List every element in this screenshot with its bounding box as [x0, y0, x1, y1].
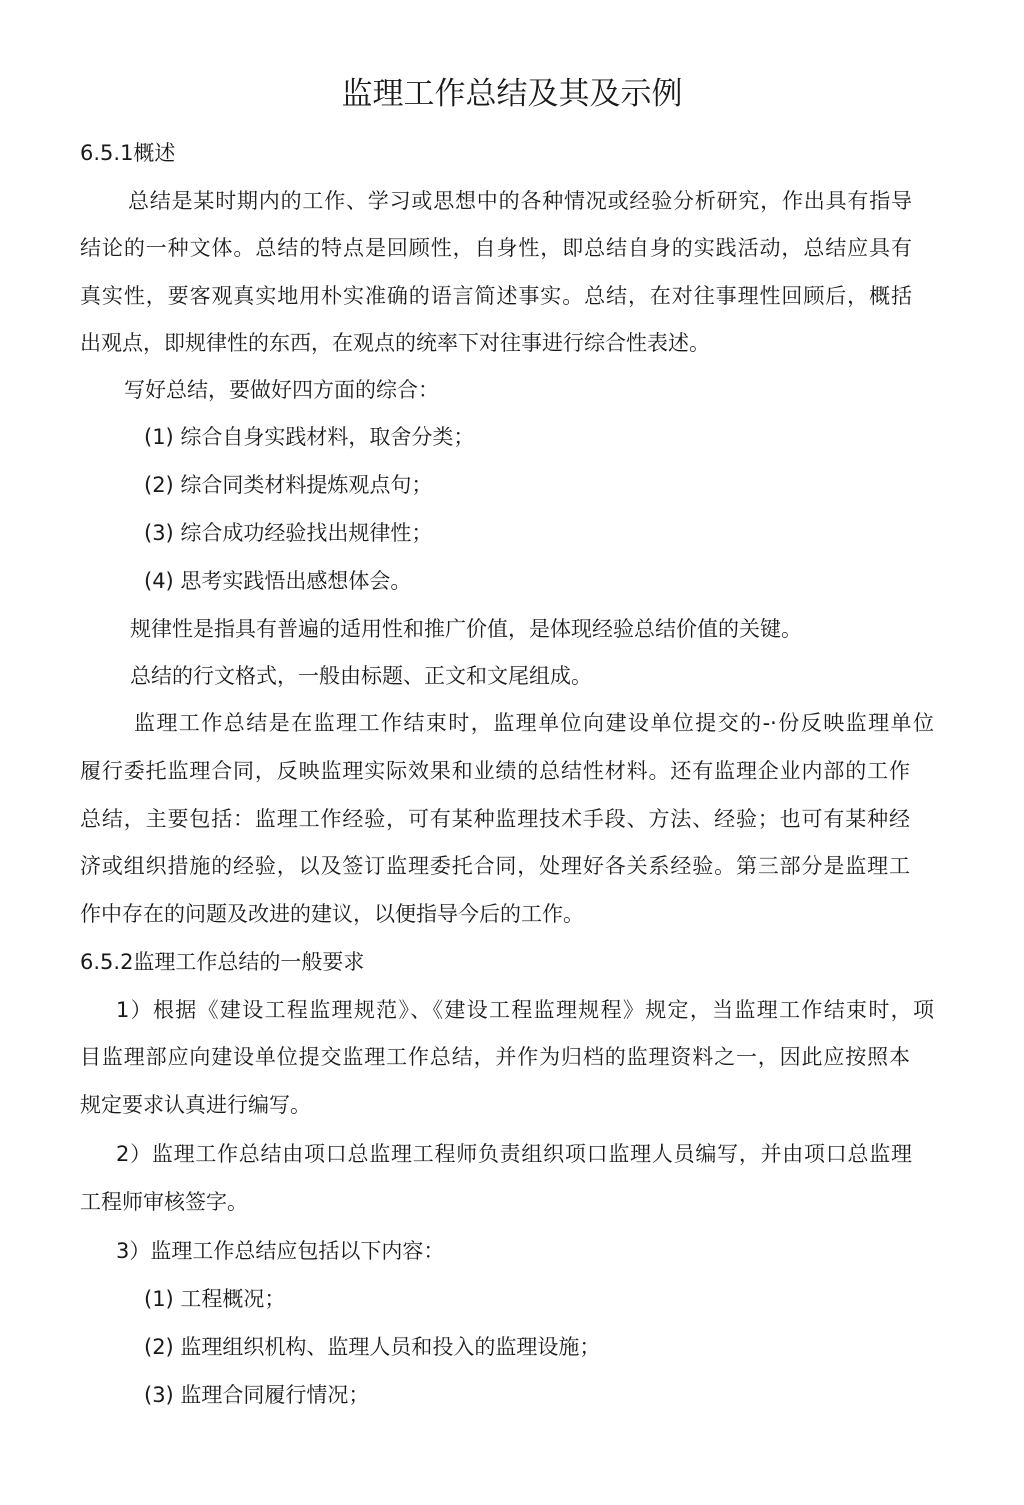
paragraph-line: 工程师审核签字。 [80, 1190, 248, 1214]
list-item: (3) 监理合同履行情况； [144, 1383, 370, 1407]
paragraph-line: 结论的一种文体。总结的特点是回顾性，自身性，即总结自身的实践活动，总结应具有 [80, 236, 912, 260]
section-heading-6-5-2: 6.5.2监理工作总结的一般要求 [80, 950, 365, 974]
paragraph-line: 真实性，要客观真实地用朴实准确的语言简述事实。总结，在对往事理性回顾后，概括 [80, 284, 912, 308]
section-heading-6-5-1: 6.5.1概述 [80, 141, 176, 165]
paragraph-intro: 写好总结，要做好四方面的综合： [124, 378, 439, 402]
list-item: (3) 综合成功经验找出规律性； [144, 521, 433, 545]
paragraph-line: 济或组织措施的经验，以及签订监理委托合同，处理好各关系经验。第三部分是监理工 [80, 854, 910, 878]
list-item: (1) 综合自身实践材料，取舍分类； [144, 425, 475, 449]
paragraph-line: 总结的行文格式，一般由标题、正文和文尾组成。 [130, 664, 592, 688]
paragraph-line: 2）监理工作总结由项口总监理工程师负责组织项口监理人员编写，并由项口总监理 [116, 1142, 912, 1166]
paragraph-line: 规定要求认真进行编写。 [80, 1093, 311, 1117]
list-item: (2) 综合同类材料提炼观点句； [144, 473, 433, 497]
paragraph-line: 履行委托监理合同，反映监理实际效果和业绩的总结性材料。还有监理企业内部的工作 [80, 759, 910, 783]
list-item: (2) 监理组织机构、监理人员和投入的监理设施； [144, 1335, 601, 1359]
list-item: (1) 工程概况； [144, 1287, 286, 1311]
paragraph-line: 总结是某时期内的工作、学习或思想中的各种情况或经验分析研究，作出具有指导 [128, 189, 912, 213]
paragraph-line: 监理工作总结是在监理工作结束时，监理单位向建设单位提交的-·份反映监理单位 [134, 711, 934, 735]
paragraph-line: 1）根据《建设工程监理规范》、《建设工程监理规程》规定，当监理工作结束时，项 [116, 998, 934, 1022]
paragraph-line: 总结，主要包括：监理工作经验，可有某种监理技术手段、方法、经验；也可有某种经 [80, 807, 910, 831]
paragraph-line: 目监理部应向建设单位提交监理工作总结，并作为归档的监理资料之一，因此应按照本 [80, 1045, 910, 1069]
paragraph-line: 出观点，即规律性的东西，在观点的统率下对往事进行综合性表述。 [80, 331, 710, 355]
paragraph-line: 作中存在的问题及改进的建议，以便指导今后的工作。 [80, 902, 584, 926]
list-item: (4) 思考实践悟出感想体会。 [144, 569, 412, 593]
paragraph-line: 3）监理工作总结应包括以下内容： [116, 1239, 445, 1263]
document-title: 监理工作总结及其及示例 [341, 76, 683, 112]
paragraph-line: 规律性是指具有普遍的适用性和推广价值，是体现经验总结价值的关键。 [130, 617, 802, 641]
